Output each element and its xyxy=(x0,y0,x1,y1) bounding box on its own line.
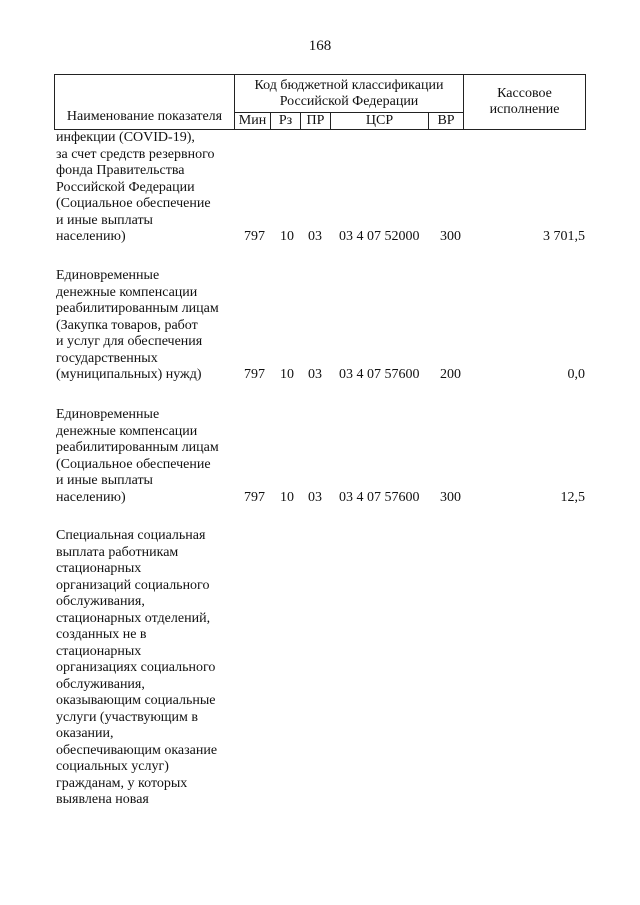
row-name: Специальная социальная выплата работникам стационарных организаций социального обслуживания, стационарных отделений, созданных не в стационарных организациях социального обслуживания, оказывающим социальные услуги (участвующим в оказании, обеспечивающим оказание социальных услуг) гражданам, у которых выявлена новая xyxy=(56,528,218,807)
header-min: Мин xyxy=(235,113,271,130)
row-min: 797 xyxy=(244,229,265,244)
row-vr: 300 xyxy=(440,229,461,244)
row-vr: 200 xyxy=(440,367,461,382)
header-pr: ПР xyxy=(301,113,331,130)
header-rz: Рз xyxy=(271,113,301,130)
row-vr: 300 xyxy=(440,490,461,505)
row-pr: 03 xyxy=(308,367,322,382)
row-pr: 03 xyxy=(308,229,322,244)
row-csr: 03 4 07 52000 xyxy=(339,229,420,244)
row-amount: 0,0 xyxy=(567,367,585,382)
header-vr: ВР xyxy=(429,113,464,130)
table-header xyxy=(54,74,586,130)
row-rz: 10 xyxy=(280,367,294,382)
row-rz: 10 xyxy=(280,490,294,505)
page-number: 168 xyxy=(308,38,332,54)
header-amount: Кассовое исполнение xyxy=(464,75,586,130)
row-amount: 3 701,5 xyxy=(543,229,585,244)
row-csr: 03 4 07 57600 xyxy=(339,490,420,505)
row-name: Единовременные денежные компенсации реабилитированным лицам (Социальное обеспечение и иные выплаты населению) xyxy=(56,407,219,505)
row-amount: 12,5 xyxy=(560,490,585,505)
row-name: Единовременные денежные компенсации реабилитированным лицам (Закупка товаров, работ и услуг для обеспечения государственных (муниципальных) нужд) xyxy=(56,268,219,382)
row-min: 797 xyxy=(244,367,265,382)
row-csr: 03 4 07 57600 xyxy=(339,367,420,382)
row-name: инфекции (COVID-19), за счет средств резервного фонда Правительства Российской Федерации (Социальное обеспечение и иные выплаты населению) xyxy=(56,130,215,244)
header-csr: ЦСР xyxy=(331,113,429,130)
row-rz: 10 xyxy=(280,229,294,244)
header-code-group: Код бюджетной классификации Российской Федерации xyxy=(235,75,464,113)
row-min: 797 xyxy=(244,490,265,505)
header-name: Наименование показателя xyxy=(55,75,235,130)
row-pr: 03 xyxy=(308,490,322,505)
